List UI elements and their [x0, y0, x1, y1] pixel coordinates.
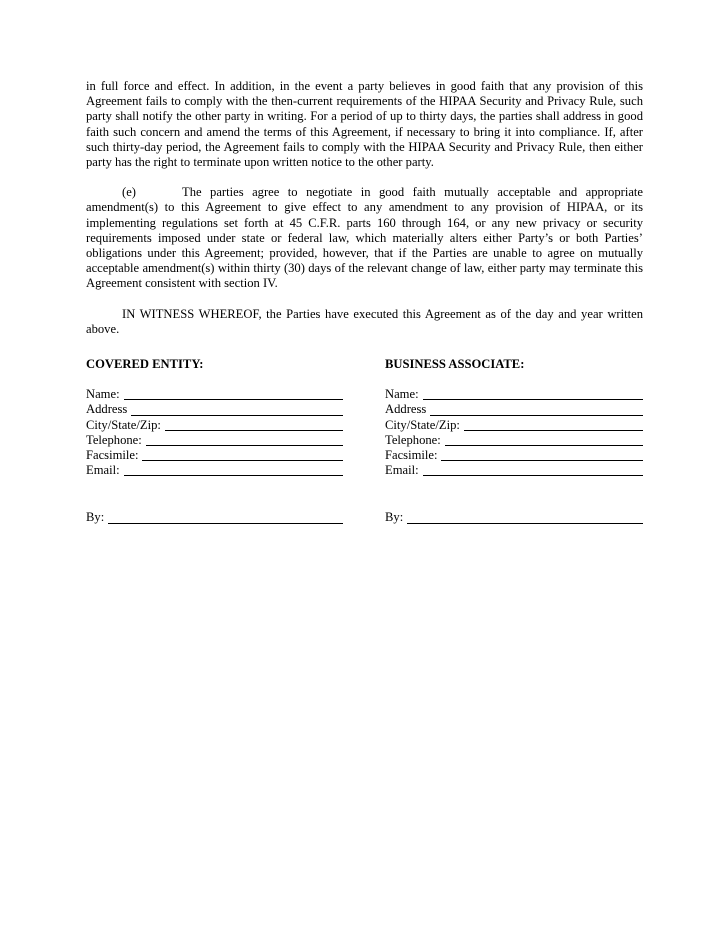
email-line[interactable] [124, 463, 343, 476]
address-line[interactable] [131, 403, 343, 416]
business-associate-telephone-field[interactable] [385, 433, 643, 448]
city-state-zip-line[interactable] [165, 418, 343, 431]
facsimile-label: Facsimile: [86, 447, 139, 462]
subsection-label: (e) [122, 185, 136, 200]
business-associate-name-field[interactable] [385, 387, 643, 402]
covered-entity-telephone-field[interactable] [86, 433, 343, 448]
business-associate-email-field[interactable] [385, 463, 643, 478]
telephone-line[interactable] [445, 433, 643, 446]
address-line[interactable] [430, 403, 643, 416]
city-state-zip-label: City/State/Zip: [385, 417, 460, 432]
city-state-zip-label: City/State/Zip: [86, 417, 161, 432]
paragraph-continuation: in full force and effect. In addition, in the event a party believes in good faith that any provision of this Agreement fails to comply with the then-current requirements of the HIPAA Security and Privacy Rule, such party shall notify the other party in writing. For a period of up to thirty days, the parties shall address in good faith such concern and amend the terms of this Agreement, if necessary to bring it into compliance. If, after such thirty-day period, the Agreement fails to comply with the HIPAA Security and Privacy Rule, then either party has the right to terminate upon written notice to the other party. [86, 79, 643, 170]
business-associate-address-field[interactable] [385, 402, 643, 417]
covered-entity-column [86, 357, 343, 526]
paragraph-amendment [86, 185, 643, 291]
email-label: Email: [385, 463, 419, 478]
business-associate-signature-field[interactable] [385, 510, 643, 525]
by-label: By: [86, 510, 105, 525]
document-page [86, 79, 643, 525]
facsimile-line[interactable] [142, 448, 343, 461]
covered-entity-facsimile-field[interactable] [86, 448, 343, 463]
address-label: Address [385, 402, 427, 417]
address-label: Address [86, 402, 128, 417]
business-associate-heading: BUSINESS ASSOCIATE: [385, 357, 525, 371]
signature-line[interactable] [407, 511, 643, 524]
business-associate-city-field[interactable] [385, 418, 643, 433]
by-label: By: [385, 510, 404, 525]
covered-entity-heading: COVERED ENTITY: [86, 357, 204, 371]
telephone-label: Telephone: [86, 432, 142, 447]
covered-entity-signature-field[interactable] [86, 510, 343, 525]
business-associate-facsimile-field[interactable] [385, 448, 643, 463]
email-line[interactable] [423, 463, 643, 476]
facsimile-line[interactable] [441, 448, 643, 461]
city-state-zip-line[interactable] [464, 418, 643, 431]
name-line[interactable] [423, 387, 643, 400]
name-line[interactable] [124, 387, 343, 400]
paragraph-amendment-text: The parties agree to negotiate in good faith mutually acceptable and appropriate amendment(s) to this Agreement to give effect to any amendment to any provision of HIPAA, or its implementing regulations set forth at 45 C.F.R. parts 160 through 164, or any new privacy or security requirements imposed under state or federal law, which materially alters either Party’s or both Parties’ obligations under this Agreement; provided, however, that if the Parties are unable to agree on mutually acceptable amendment(s) within thirty (30) days of the relevant change of law, either party may terminate this Agreement consistent with section IV. [86, 185, 643, 291]
name-label: Name: [385, 387, 419, 402]
telephone-line[interactable] [146, 433, 343, 446]
facsimile-label: Facsimile: [385, 447, 438, 462]
covered-entity-city-field[interactable] [86, 418, 343, 433]
covered-entity-email-field[interactable] [86, 463, 343, 478]
name-label: Name: [86, 387, 120, 402]
covered-entity-name-field[interactable] [86, 387, 343, 402]
signature-line[interactable] [108, 511, 343, 524]
business-associate-column [385, 357, 643, 526]
telephone-label: Telephone: [385, 432, 441, 447]
email-label: Email: [86, 463, 120, 478]
covered-entity-address-field[interactable] [86, 402, 343, 417]
paragraph-witness: IN WITNESS WHEREOF, the Parties have executed this Agreement as of the day and year written above. [86, 306, 643, 336]
